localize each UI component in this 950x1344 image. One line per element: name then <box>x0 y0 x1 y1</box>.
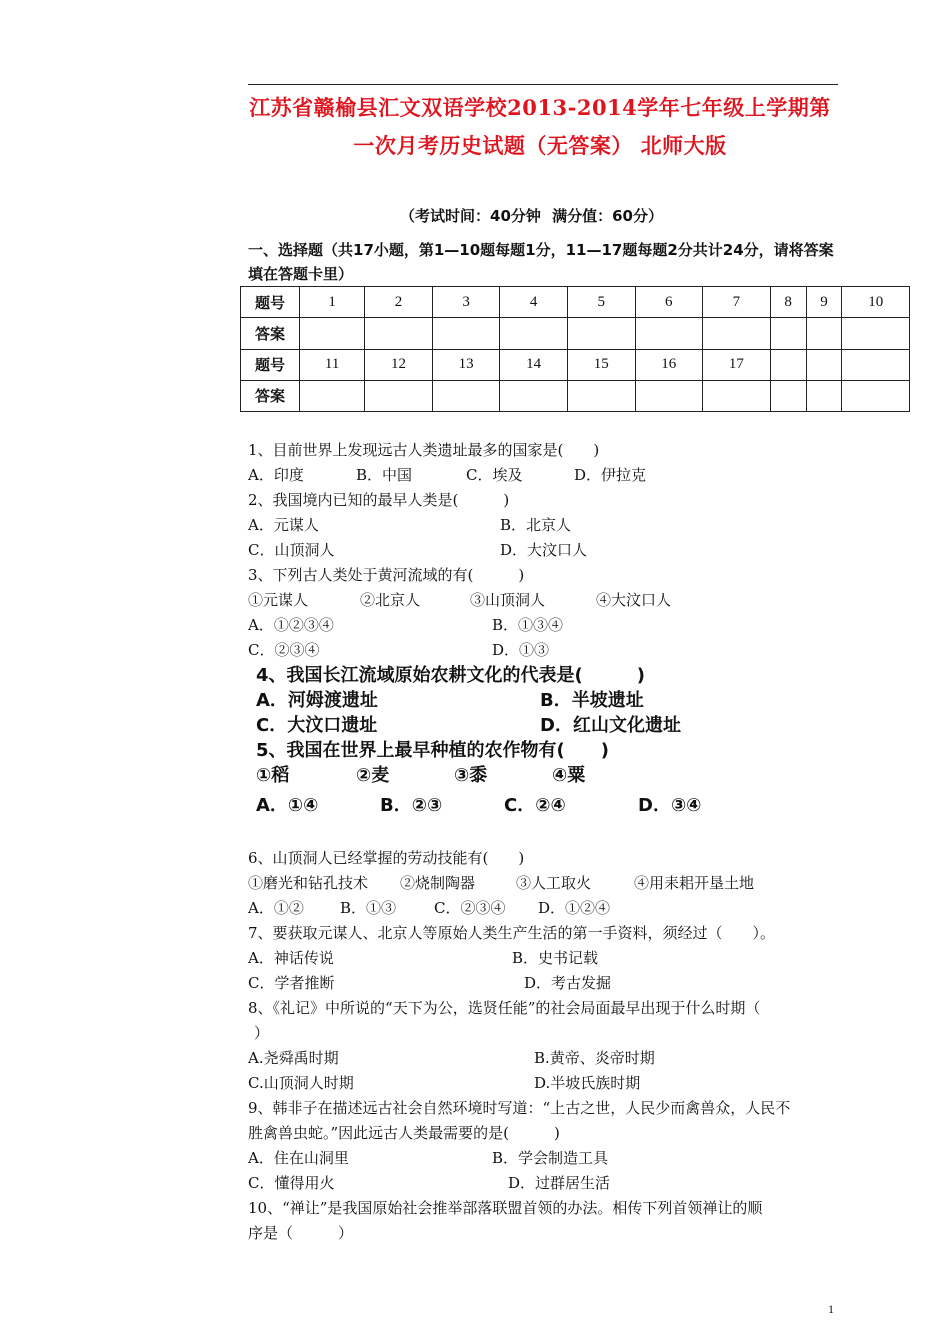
question-number: 1 <box>300 287 365 318</box>
item-1: ①元谋人 <box>248 591 309 609</box>
option-c: C．②③④ <box>248 641 320 659</box>
answer-cell[interactable] <box>806 380 842 411</box>
exam-info <box>400 205 669 226</box>
answer-cell[interactable] <box>635 318 703 349</box>
table-row <box>241 287 910 318</box>
item-1: ①磨光和钻孔技术 <box>248 874 369 892</box>
answer-cell[interactable] <box>635 380 703 411</box>
question-number <box>806 349 842 380</box>
question-list <box>248 438 848 1246</box>
option-b: B．半坡遗址 <box>540 690 644 711</box>
option-a: A．元谋人 <box>248 516 319 534</box>
option-row <box>248 538 848 563</box>
option-row <box>248 971 848 996</box>
option-row <box>248 613 848 638</box>
answer-cell[interactable] <box>703 318 771 349</box>
question-number: 6 <box>635 287 703 318</box>
answer-cell[interactable] <box>300 380 365 411</box>
answer-cell[interactable] <box>365 380 433 411</box>
row-label: 答案 <box>241 318 300 349</box>
answer-cell[interactable] <box>300 318 365 349</box>
answer-cell[interactable] <box>500 380 568 411</box>
question-number: 13 <box>432 349 500 380</box>
question-stem: 8、《礼记》中所说的“天下为公，选贤任能”的社会局面最早出现于什么时期（ <box>248 999 761 1017</box>
page-number: 1 <box>828 1302 834 1316</box>
question-stem-continued: 序是（ ） <box>248 1224 354 1242</box>
option-b: B．学会制造工具 <box>492 1149 609 1167</box>
option-c: C．②④ <box>504 795 566 816</box>
option-b: B.黄帝、炎帝时期 <box>534 1049 655 1067</box>
question-stem-continued: 胜禽兽虫蛇。”因此远古人类最需要的是( ) <box>248 1124 560 1142</box>
option-c: C．山顶洞人 <box>248 541 335 559</box>
exam-time: （考试时间：40分钟 <box>400 207 541 225</box>
option-c: C．大汶口遗址 <box>256 715 378 736</box>
option-a: A．印度 <box>248 466 304 484</box>
option-row <box>248 896 848 921</box>
page-title-line-1: 江苏省赣榆县汇文双语学校2013-2014学年七年级上学期第 <box>249 95 831 120</box>
answer-cell[interactable] <box>567 318 635 349</box>
option-b: B．②③ <box>380 795 443 816</box>
question-number: 2 <box>365 287 433 318</box>
section-instructions: 一、选择题（共17小题，第1—10题每题1分，11—17题每题2分共计24分，请将答案填在答题卡里） <box>248 241 834 283</box>
option-a: A．①②③④ <box>248 616 334 634</box>
question-stem: 7、要获取元谋人、北京人等原始人类生产生活的第一手资料，须经过（ ）。 <box>248 924 776 942</box>
answer-cell[interactable] <box>432 380 500 411</box>
answer-table <box>240 286 910 412</box>
table-row <box>241 349 910 380</box>
row-label: 题号 <box>241 349 300 380</box>
option-row <box>248 1046 848 1071</box>
question-number <box>842 349 910 380</box>
option-row <box>248 463 848 488</box>
header-rule <box>248 84 838 85</box>
question-number: 12 <box>365 349 433 380</box>
option-row <box>248 1171 848 1196</box>
option-d: D.半坡氏族时期 <box>534 1074 641 1092</box>
question-stem-continued: ） <box>254 1024 270 1042</box>
option-d: D．考古发掘 <box>524 974 612 992</box>
item-2: ②麦 <box>356 765 390 786</box>
option-a: A．住在山洞里 <box>248 1149 349 1167</box>
option-a: A．①② <box>248 899 304 917</box>
answer-cell[interactable] <box>770 318 806 349</box>
question-number: 10 <box>842 287 910 318</box>
table-row <box>241 318 910 349</box>
question-stem: 6、山顶洞人已经掌握的劳动技能有( ) <box>248 849 525 867</box>
option-d: D．③④ <box>638 795 702 816</box>
question-number: 11 <box>300 349 365 380</box>
option-d: D．①③ <box>492 641 550 659</box>
question-number: 15 <box>567 349 635 380</box>
spacer <box>248 824 848 846</box>
item-2: ②烧制陶器 <box>400 874 476 892</box>
row-label: 题号 <box>241 287 300 318</box>
option-c: C．学者推断 <box>248 974 335 992</box>
exam-score: 满分值：60分） <box>552 207 663 225</box>
item-2: ②北京人 <box>360 591 421 609</box>
item-row <box>248 763 848 788</box>
question-number <box>770 349 806 380</box>
option-row <box>248 638 848 663</box>
answer-cell[interactable] <box>842 380 910 411</box>
page-title-line-2: 一次月考历史试题（无答案） 北师大版 <box>353 133 727 158</box>
question-number: 3 <box>432 287 500 318</box>
option-d: D．大汶口人 <box>500 541 588 559</box>
table-row <box>241 380 910 411</box>
option-row <box>248 1071 848 1096</box>
item-3: ③山顶洞人 <box>470 591 546 609</box>
question-number: 17 <box>703 349 771 380</box>
question-stem: 9、韩非子在描述远古社会自然环境时写道：“上古之世，人民少而禽兽众，人民不 <box>248 1099 791 1117</box>
option-d: D．过群居生活 <box>508 1174 611 1192</box>
item-4: ④粟 <box>552 765 586 786</box>
answer-cell[interactable] <box>703 380 771 411</box>
option-row <box>248 1146 848 1171</box>
item-row <box>248 588 848 613</box>
answer-cell[interactable] <box>770 380 806 411</box>
option-c: C．②③④ <box>434 899 506 917</box>
option-a: A．河姆渡遗址 <box>256 690 378 711</box>
row-label: 答案 <box>241 380 300 411</box>
question-stem: 5、我国在世界上最早种植的农作物有( ) <box>256 740 609 761</box>
question-number: 9 <box>806 287 842 318</box>
option-row <box>248 788 848 824</box>
option-d: D．伊拉克 <box>574 466 647 484</box>
option-c: C．埃及 <box>466 466 523 484</box>
option-row <box>248 713 848 738</box>
question-stem: 10、“禅让”是我国原始社会推举部落联盟首领的办法。相传下列首领禅让的顺 <box>248 1199 763 1217</box>
option-d: D．红山文化遗址 <box>540 715 681 736</box>
answer-cell[interactable] <box>432 318 500 349</box>
option-a: A．①④ <box>256 795 319 816</box>
question-number: 5 <box>567 287 635 318</box>
answer-cell[interactable] <box>500 318 568 349</box>
question-stem: 2、我国境内已知的最早人类是( ) <box>248 491 510 509</box>
option-b: B．①③④ <box>492 616 564 634</box>
option-row <box>248 946 848 971</box>
option-d: D．①②④ <box>538 899 611 917</box>
question-number: 4 <box>500 287 568 318</box>
question-stem: 3、下列古人类处于黄河流域的有( ) <box>248 566 525 584</box>
question-number: 7 <box>703 287 771 318</box>
item-4: ④用耒耜开垦土地 <box>634 874 755 892</box>
question-number: 14 <box>500 349 568 380</box>
option-c: C．懂得用火 <box>248 1174 335 1192</box>
option-b: B．①③ <box>340 899 397 917</box>
question-number: 8 <box>770 287 806 318</box>
answer-cell[interactable] <box>806 318 842 349</box>
option-row <box>248 513 848 538</box>
question-stem: 1、目前世界上发现远古人类遗址最多的国家是( ) <box>248 441 600 459</box>
option-b: B．中国 <box>356 466 413 484</box>
question-number: 16 <box>635 349 703 380</box>
answer-cell[interactable] <box>567 380 635 411</box>
option-row <box>248 688 848 713</box>
answer-cell[interactable] <box>365 318 433 349</box>
item-4: ④大汶口人 <box>596 591 672 609</box>
item-3: ③人工取火 <box>516 874 592 892</box>
item-1: ①稻 <box>256 765 290 786</box>
option-a: A．神话传说 <box>248 949 334 967</box>
question-stem: 4、我国长江流域原始农耕文化的代表是( ) <box>256 665 645 686</box>
answer-cell[interactable] <box>842 318 910 349</box>
option-c: C.山顶洞人时期 <box>248 1074 354 1092</box>
item-row <box>248 871 848 896</box>
option-b: B．史书记载 <box>512 949 599 967</box>
option-b: B．北京人 <box>500 516 572 534</box>
item-3: ③黍 <box>454 765 488 786</box>
option-a: A.尧舜禹时期 <box>248 1049 339 1067</box>
